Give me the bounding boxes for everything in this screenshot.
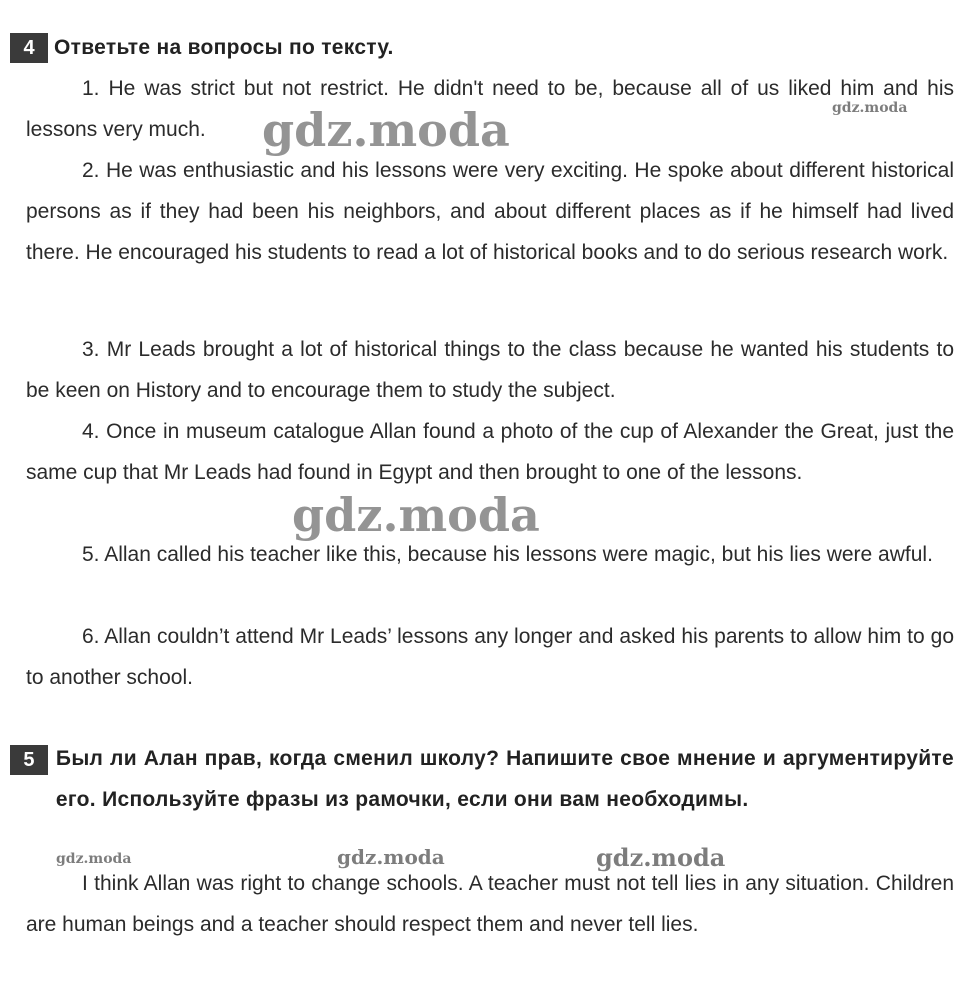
watermark-logo: gdz.moda — [56, 851, 132, 867]
exercise-5-number-badge: 5 — [10, 745, 48, 775]
answer-2: 2. He was enthusiastic and his lessons were very exciting. He spoke about different historical persons as if they had been his neighbors, and about different places as if he himself had lived there. He encouraged his students to read a lot of historical books and to do serious research work. — [26, 159, 954, 264]
answer-5: 5. Allan called his teacher like this, because his lessons were magic, but his lies were awful. — [82, 543, 933, 566]
watermark-logo: gdz.moda — [337, 845, 445, 869]
exercise-4-header — [10, 33, 394, 63]
watermark-logo: gdz.moda — [262, 103, 510, 157]
watermark-logo: gdz.moda — [832, 100, 908, 116]
answer-4: 4. Once in museum catalogue Allan found a photo of the cup of Alexander the Great, just the same cup that Mr Leads had found in Egypt and then brought to one of the lessons. — [26, 420, 954, 484]
exercise-5-header — [10, 744, 954, 820]
exercise-5-answer: I think Allan was right to change schools. A teacher must not tell lies in any situation. Children are human beings and a teacher should respect them and never tell lies. — [26, 872, 954, 936]
answer-1: 1. He was strict but not restrict. He didn't need to be, because all of us liked him and his lessons very much. — [26, 77, 954, 141]
watermark-logo: gdz.moda — [292, 488, 540, 542]
watermark-logo: gdz.moda — [596, 843, 726, 872]
exercise-5-title: Был ли Алан прав, когда сменил школу? Напишите свое мнение и аргументируйте его. Используйте фразы из рамочки, если они вам необходимы. — [55, 747, 954, 811]
exercise-4-number-badge: 4 — [10, 33, 48, 63]
answer-6: 6. Allan couldn’t attend Mr Leads’ lessons any longer and asked his parents to allow him to go to another school. — [26, 625, 954, 689]
answer-3: 3. Mr Leads brought a lot of historical things to the class because he wanted his students to be keen on History and to encourage them to study the subject. — [26, 338, 954, 402]
exercise-4-title: Ответьте на вопросы по тексту. — [54, 36, 394, 59]
